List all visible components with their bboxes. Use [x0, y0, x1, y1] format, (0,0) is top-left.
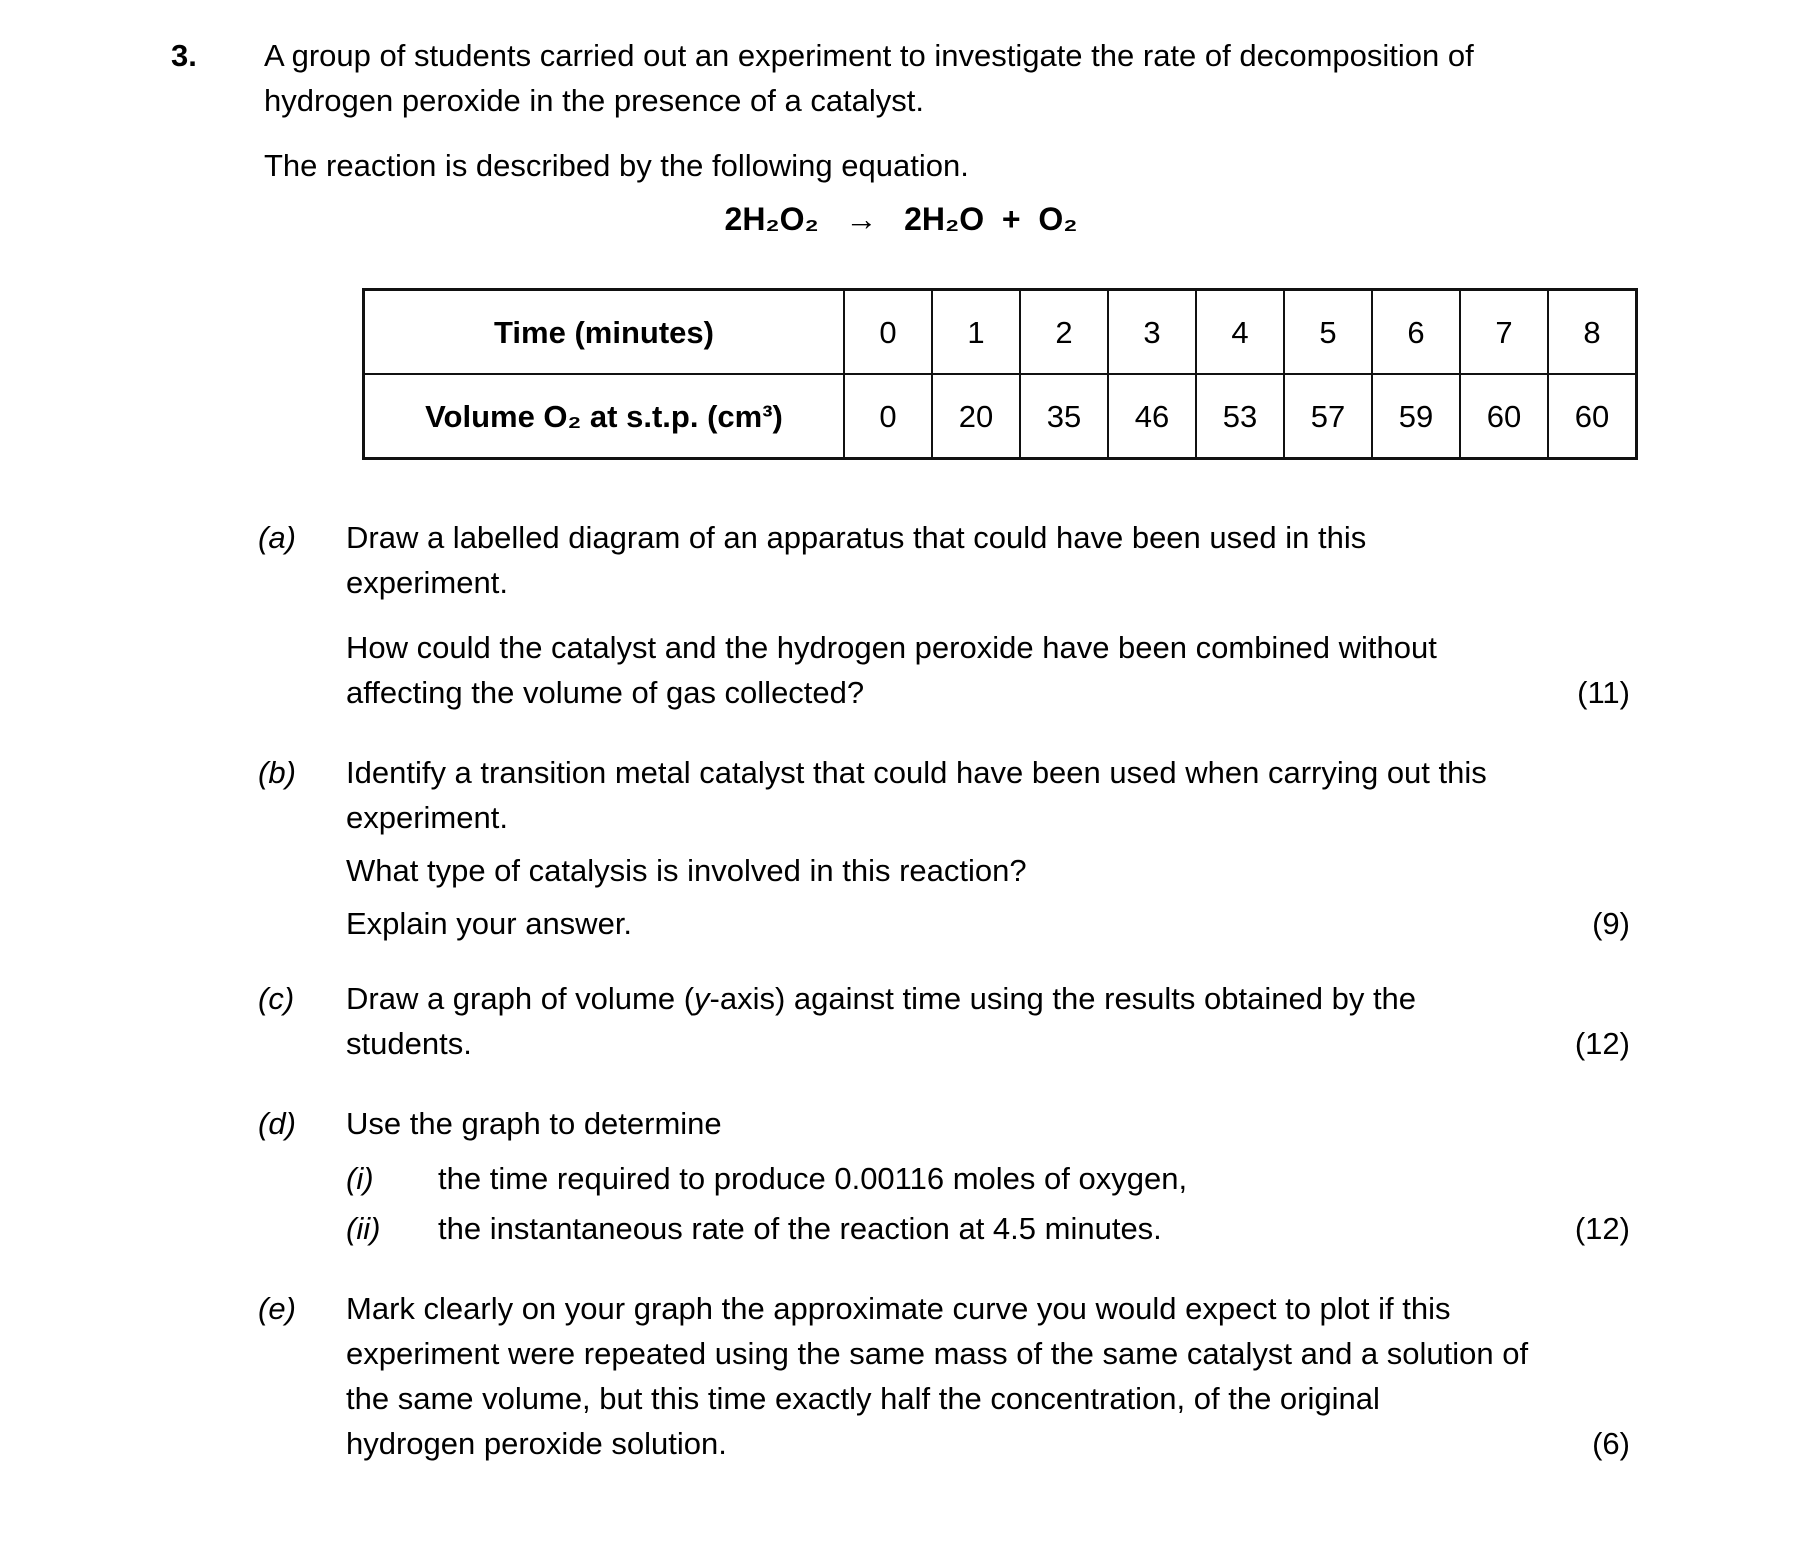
results-table: [362, 288, 1638, 460]
part-d-intro: Use the graph to determine: [346, 1106, 722, 1141]
intro-line-1: A group of students carried out an experiment to investigate the rate of decomposition of: [264, 38, 1474, 73]
table-cell: 0: [844, 290, 932, 375]
table-cell: 60: [1460, 374, 1548, 459]
table-cell: 53: [1196, 374, 1284, 459]
table-cell: 3: [1108, 290, 1196, 375]
part-e-body: [346, 1286, 1630, 1466]
question-header: [171, 33, 1474, 123]
part-c-line-text: -axis) against time using the results obtained by the: [709, 981, 1417, 1016]
chemical-equation: 2H₂O₂ → 2H₂O + O₂: [724, 201, 1078, 237]
part-e-line: the same volume, but this time exactly half the concentration, of the original: [346, 1381, 1380, 1416]
table-cell: 60: [1548, 374, 1637, 459]
part-e: [258, 1286, 1630, 1466]
part-b-label: (b): [258, 755, 296, 790]
table-cell: 6: [1372, 290, 1460, 375]
part-b-line: experiment.: [346, 800, 508, 835]
sub-i-label: (i): [346, 1161, 374, 1196]
marks-badge: (6): [1592, 1426, 1630, 1461]
question-intro: [264, 33, 1474, 123]
part-c-label: (c): [258, 981, 295, 1016]
marks-badge: (11): [1577, 675, 1630, 710]
marks-badge: (12): [1574, 1026, 1630, 1061]
part-e-line: experiment were repeated using the same mass of the same catalyst and a solution of: [346, 1336, 1529, 1371]
part-d: [258, 1101, 1630, 1251]
part-e-label: (e): [258, 1291, 296, 1326]
table-cell: 4: [1196, 290, 1284, 375]
question-parts: [258, 515, 1630, 1466]
sub-ii-label: (ii): [346, 1211, 381, 1246]
part-a-line: experiment.: [346, 565, 508, 600]
table-cell: 8: [1548, 290, 1637, 375]
table-cell: 7: [1460, 290, 1548, 375]
table-cell: 1: [932, 290, 1020, 375]
part-b-line: Identify a transition metal catalyst that could have been used when carrying out this: [346, 755, 1487, 790]
part-e-line: Mark clearly on your graph the approximate curve you would expect to plot if this: [346, 1291, 1451, 1326]
part-d-sub-ii: [346, 1206, 1630, 1251]
part-a-body: [346, 515, 1630, 715]
part-a-line-text: affecting the volume of gas collected?: [346, 675, 865, 710]
part-d-label: (d): [258, 1106, 296, 1141]
part-b-line: What type of catalysis is involved in this reaction?: [346, 853, 1027, 888]
question-number: 3.: [171, 38, 197, 73]
part-d-body: [346, 1101, 1630, 1251]
table-row-label: Time (minutes): [364, 290, 845, 375]
table-cell: 20: [932, 374, 1020, 459]
part-d-sub-i: [346, 1156, 1630, 1201]
part-e-line-text: hydrogen peroxide solution.: [346, 1426, 727, 1461]
part-b-line: [346, 901, 1630, 946]
table-cell: 5: [1284, 290, 1372, 375]
part-b-body: [346, 750, 1630, 946]
part-c-line-text: students.: [346, 1026, 472, 1061]
intro-line-2: hydrogen peroxide in the presence of a catalyst.: [264, 83, 925, 118]
part-c-italic-y: y: [694, 981, 710, 1016]
part-c-body: [346, 976, 1630, 1066]
part-c-line-text: Draw a graph of volume (: [346, 981, 695, 1016]
table-row-label: Volume O₂ at s.t.p. (cm³): [364, 374, 845, 459]
table-cell: 59: [1372, 374, 1460, 459]
part-c-line: [346, 976, 1630, 1021]
part-b-line-text: Explain your answer.: [346, 906, 633, 941]
marks-badge: (9): [1592, 906, 1630, 941]
part-a-label: (a): [258, 520, 296, 555]
table-row-volume: [364, 374, 1637, 459]
reaction-intro: The reaction is described by the following equation.: [264, 148, 969, 183]
table-row-time: [364, 290, 1637, 375]
part-c-line: [346, 1021, 1630, 1066]
part-e-line: [346, 1421, 1630, 1466]
part-a-line: [346, 670, 1630, 715]
table-cell: 35: [1020, 374, 1108, 459]
marks-badge: (12): [1574, 1211, 1630, 1246]
part-a-line: How could the catalyst and the hydrogen peroxide have been combined without: [346, 630, 1437, 665]
table-cell: 0: [844, 374, 932, 459]
part-c: [258, 976, 1630, 1066]
table-cell: 2: [1020, 290, 1108, 375]
part-a-line: Draw a labelled diagram of an apparatus that could have been used in this: [346, 520, 1367, 555]
sub-i-text: the time required to produce 0.00116 moles of oxygen,: [438, 1161, 1188, 1196]
part-a: [258, 515, 1630, 715]
part-b: [258, 750, 1630, 946]
sub-ii-text: the instantaneous rate of the reaction at 4.5 minutes.: [438, 1211, 1162, 1246]
table-cell: 46: [1108, 374, 1196, 459]
table-cell: 57: [1284, 374, 1372, 459]
